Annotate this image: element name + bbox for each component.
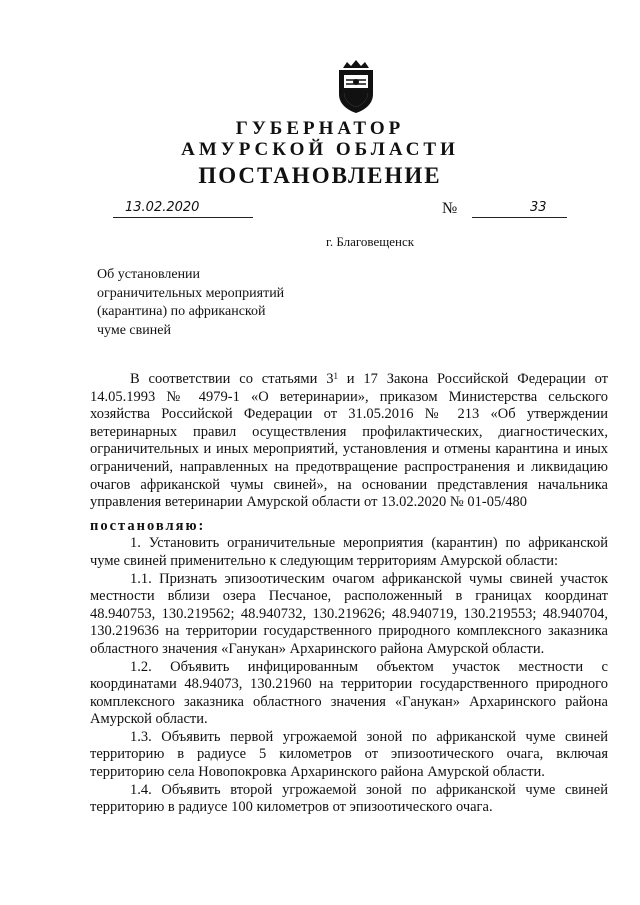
document-type-title: ПОСТАНОВЛЕНИЕ bbox=[198, 163, 442, 188]
paragraph-1-1: 1.1. Признать эпизоотическим очагом африканской чумы свиней участок местности вблизи озера Песчаное, расположенный в границах координат 48.940753, 130.219562; 48.940732, 130.219626; 48.940719, 130.219553; 48.940704, 130.219636 на территории государственного природного комплексного заказника областного значения «Ганукан» Архаринского района Амурской области. bbox=[90, 570, 608, 657]
subject-line: ограничительных мероприятий bbox=[97, 285, 285, 301]
paragraph-1-3: 1.3. Объявить первой угрожаемой зоной по африканской чуме свиней территорию в радиусе 5 километров от эпизоотического очага, включая территорию села Новопокровка Архаринского района Амурской области. bbox=[90, 728, 608, 781]
subject-line: чуме свиней bbox=[97, 322, 171, 338]
paragraph-1-4: 1.4. Объявить второй угрожаемой зоной по африканской чуме свиней территорию в радиусе 100 километров от эпизоотического очага. bbox=[90, 781, 608, 816]
coat-of-arms-icon bbox=[333, 58, 379, 114]
number-label: № bbox=[442, 200, 458, 217]
city: г. Благовещенск bbox=[325, 234, 415, 249]
document-body bbox=[90, 371, 608, 817]
paragraph-1: 1. Установить ограничительные мероприятия (карантин) по африканской чуме свиней применительно к следующим территориям Амурской области: bbox=[90, 535, 608, 569]
document-date: 13.02.2020 bbox=[113, 200, 253, 218]
preamble-part2: и 17 Закона Российской Федерации от 14.05.1993 № 4979-1 «О ветеринарии», приказом Министерства сельского хозяйства Российской Федерации от 31.05.2016 № 213 «Об утверждении ветеринарных правил осуществления профилактических, диагностических, ограничительных и иных мероприятий, установления и отмены карантина и иных ограничений, направленных на предотвращение распространения и ликвидацию очагов африканской чумы свиней», на основании представления начальника управления ветеринарии Амурской области от 13.02.2020 № 01-05/480 bbox=[90, 371, 609, 511]
resolution-word: постановляю: bbox=[90, 517, 206, 534]
preamble-part1: В соответствии со статьями 3 bbox=[130, 371, 334, 387]
preamble bbox=[90, 371, 608, 512]
header-region: АМУРСКОЙ ОБЛАСТИ bbox=[181, 139, 459, 160]
subject-line: Об установлении bbox=[97, 267, 201, 282]
document-subject bbox=[97, 266, 337, 340]
subject-line: (карантина) по африканской bbox=[97, 304, 266, 319]
preamble-superscript: 1 bbox=[333, 371, 338, 381]
header-governor: ГУБЕРНАТОР bbox=[235, 118, 405, 139]
document-number: 33 bbox=[472, 200, 567, 218]
paragraph-1-2: 1.2. Объявить инфицированным объектом участок местности с координатами 48.94073, 130.21960 на территории государственного природного комплексного заказника областного значения «Ганукан» Архаринского района Амурской области. bbox=[90, 658, 608, 728]
